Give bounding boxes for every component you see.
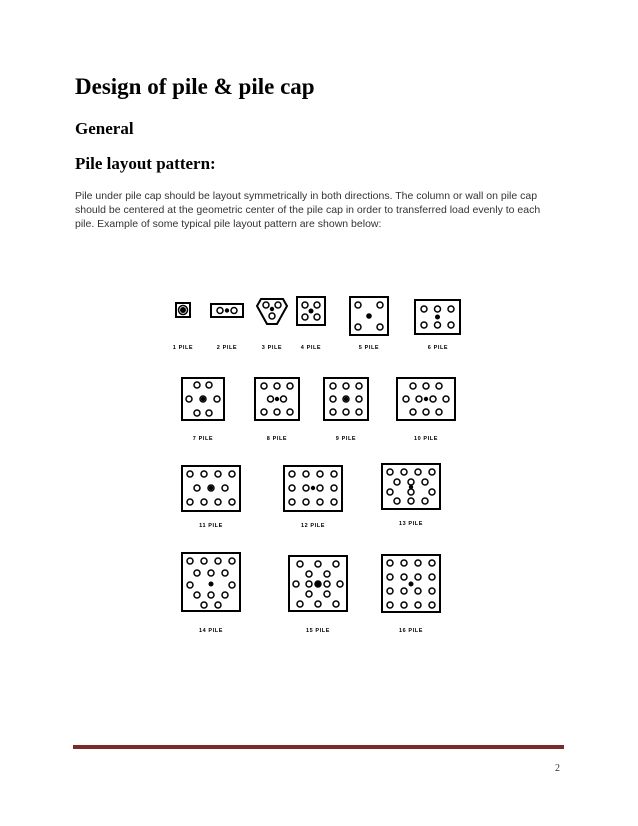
pile-label-3: 3 PILE <box>261 345 283 351</box>
pile-cap-13 <box>382 464 440 509</box>
pile-cap-5 <box>350 297 388 335</box>
pile-cap-3 <box>257 299 287 324</box>
pile-label-1: 1 PILE <box>172 345 194 351</box>
pile-cap-12 <box>284 466 342 511</box>
pile-label-13: 13 PILE <box>398 521 424 527</box>
section-heading-general: General <box>75 119 134 138</box>
pile-label-5: 5 PILE <box>358 345 380 351</box>
footer-rule <box>73 745 564 749</box>
pile-label-11: 11 PILE <box>199 523 223 529</box>
body-paragraph: Pile under pile cap should be layout symmetrically in both directions. The column or wall on pile cap should be centered at the geometric center of the pile cap in order to transferred load evenly to each pile. Example of some typical pile layout pattern are shown below: <box>75 190 541 230</box>
pile-layout-figure <box>150 280 480 640</box>
pile-cap-9 <box>324 378 368 420</box>
pile-cap-16 <box>382 555 440 612</box>
pile-cap-1 <box>176 303 190 317</box>
pile-label-15: 15 PILE <box>305 628 331 634</box>
pile-label-7: 7 PILE <box>192 436 214 442</box>
pile-label-14: 14 PILE <box>198 628 224 634</box>
pile-label-4: 4 PILE <box>300 345 322 351</box>
pile-cap-6 <box>415 300 460 334</box>
pile-label-8: 8 PILE <box>266 436 288 442</box>
pile-label-9: 9 PILE <box>335 436 357 442</box>
pile-label-16: 16 PILE <box>398 628 424 634</box>
pile-cap-10 <box>397 378 455 420</box>
pile-cap-11 <box>182 466 240 511</box>
pile-cap-8 <box>255 378 299 420</box>
pile-cap-7 <box>182 378 224 420</box>
pile-label-6: 6 PILE <box>427 345 449 351</box>
pile-label-2: 2 PILE <box>216 345 238 351</box>
pile-cap-15 <box>289 556 347 611</box>
pile-cap-2 <box>211 304 243 317</box>
page-title: Design of pile & pile cap <box>75 74 315 99</box>
pile-label-12: 12 PILE <box>300 523 326 529</box>
pile-cap-14 <box>182 553 240 611</box>
page-number: 2 <box>555 763 560 774</box>
pile-label-10: 10 PILE <box>413 436 439 442</box>
subsection-heading-pile-layout: Pile layout pattern: <box>75 154 216 173</box>
pile-cap-4 <box>297 297 325 325</box>
